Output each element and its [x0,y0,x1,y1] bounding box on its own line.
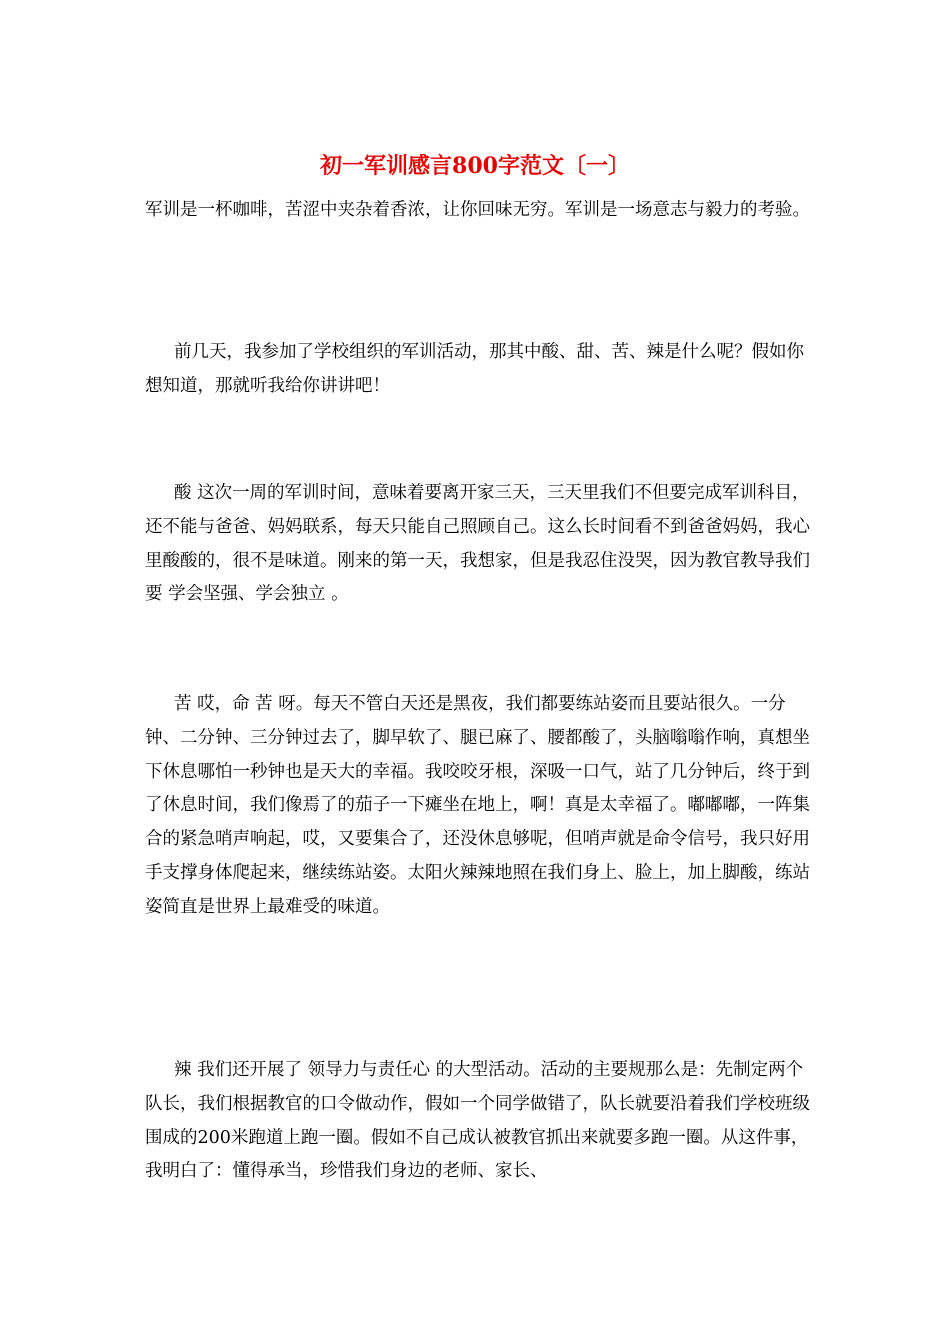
paragraph-bitter [145,688,817,925]
paragraph-intro [145,194,817,228]
paragraph-sour [145,477,817,612]
paragraph-spicy [145,1054,817,1189]
paragraph-text: 军训是一杯咖啡，苦涩中夹杂着香浓，让你回味无穷。军训是一场意志与毅力的考验。 [145,200,810,220]
page-title: 初一军训感言800字范文〔一〕 [320,153,630,179]
paragraph-preface [145,336,817,404]
paragraph-text: 前几天，我参加了学校组织的军训活动，那其中酸、甜、苦、辣是什么呢？假如你想知道，那就听我给你讲讲吧！ [145,342,804,396]
paragraph-text: 苦 哎，命 苦 呀。每天不管白天还是黑夜，我们都要练站姿而且要站很久。一分钟、二分钟、三分钟过去了，脚早软了、腿已麻了、腰都酸了，头脑嗡嗡作响，真想坐下休息哪怕一秒钟也是天大的幸福。我咬咬牙根，深吸一口气，站了几分钟后，终于到了休息时间，我们像焉了的茄子一下瘫坐在地上，啊！真是太幸福了。嘟嘟嘟，一阵集合的紧急哨声响起，哎，又要集合了，还没休息够呢，但哨声就是命令信号，我只好用手支撑身体爬起来，继续练站姿。太阳火辣辣地照在我们身上、脸上，加上脚酸，练站姿简直是世界上最难受的味道。 [145,694,810,917]
paragraph-text: 辣 我们还开展了 领导力与责任心 的大型活动。活动的主要规那么是：先制定两个队长，我们根据教官的口令做动作，假如一个同学做错了，队长就要沿着我们学校班级围成的200米跑道上跑一圈。假如不自己成认被教官抓出来就要多跑一圈。从这件事，我明白了：懂得承当，珍惜我们身边的老师、家长、 [145,1060,810,1182]
paragraph-text: 酸 这次一周的军训时间，意味着要离开家三天，三天里我们不但要完成军训科目，还不能与爸爸、妈妈联系，每天只能自己照顾自己。这么长时间看不到爸爸妈妈，我心里酸酸的，很不是味道。刚来的第一天，我想家，但是我忍住没哭，因为教官教导我们要 学会坚强、学会独立 。 [145,483,810,605]
